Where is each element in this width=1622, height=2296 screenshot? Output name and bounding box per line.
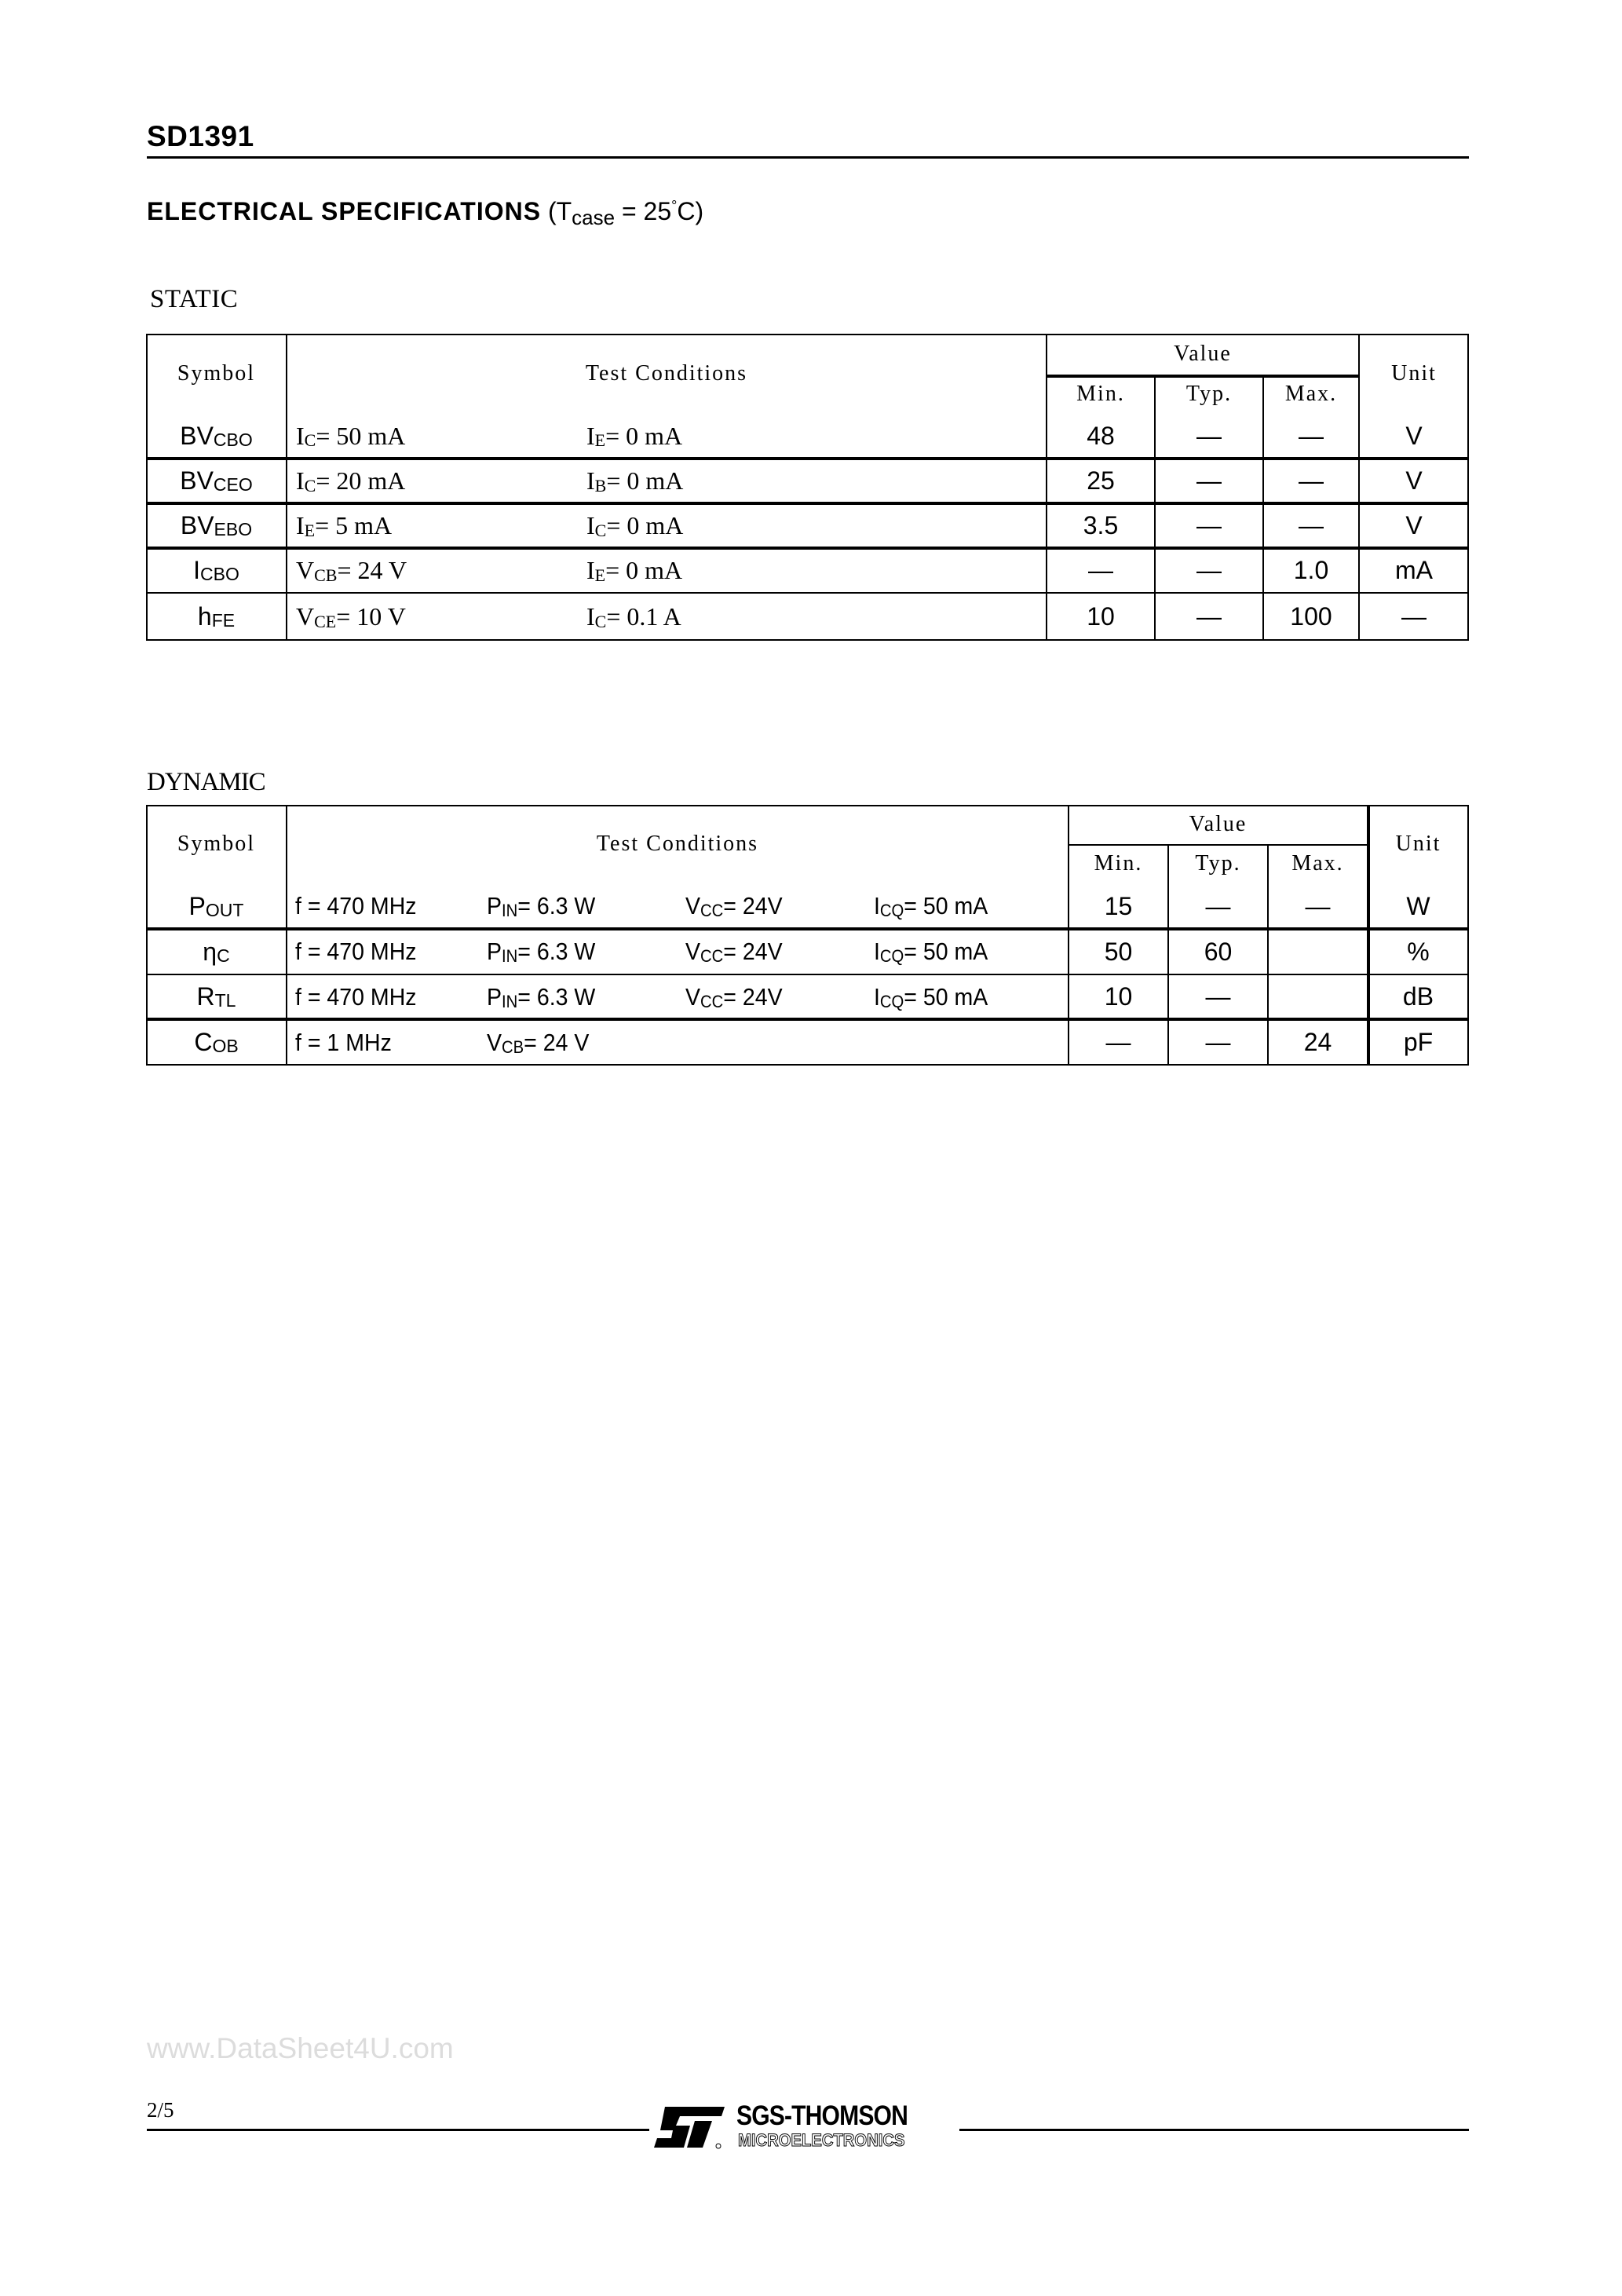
typ-value: — xyxy=(1196,556,1222,584)
condition-subscript: IN xyxy=(502,946,518,966)
brand-subtitle: MICROELECTRONICS xyxy=(738,2130,905,2150)
footer-rule-right xyxy=(959,2129,1469,2131)
test-condition-1 xyxy=(296,413,405,459)
condition-subscript: C xyxy=(594,611,607,631)
test-condition-4 xyxy=(874,929,988,974)
test-condition-1 xyxy=(296,593,406,641)
symbol-main: η xyxy=(203,937,217,966)
unit-value: pF xyxy=(1403,1028,1434,1056)
min-value: 48 xyxy=(1087,421,1115,450)
condition-subscript: CB xyxy=(502,1036,524,1057)
condition-subscript: E xyxy=(594,565,606,585)
max-value: 100 xyxy=(1290,602,1332,631)
condition-text: V xyxy=(296,602,315,631)
symbol-main: BV xyxy=(180,466,214,495)
condition-text: = 24V xyxy=(723,982,783,1011)
condition-mid: = 25 xyxy=(615,197,672,225)
symbol-main: I xyxy=(193,556,201,584)
test-condition-4 xyxy=(874,974,988,1019)
condition-text: I xyxy=(586,466,595,495)
section-title xyxy=(147,196,704,229)
test-condition-frequency xyxy=(295,1019,392,1066)
condition-text: f = 470 MHz xyxy=(295,938,417,965)
header-test-conditions: Test Conditions xyxy=(596,832,759,856)
symbol-cell xyxy=(146,1019,287,1066)
condition-text: = 50 mA xyxy=(904,938,988,965)
condition-text: P xyxy=(487,892,502,919)
max-value: — xyxy=(1299,511,1324,539)
page-number: 2/5 xyxy=(147,2098,174,2122)
symbol-main: BV xyxy=(180,511,214,539)
symbol-cell xyxy=(146,974,287,1019)
max-value: — xyxy=(1299,421,1324,450)
test-condition-2 xyxy=(586,413,682,459)
symbol-subscript: OB xyxy=(212,1036,239,1056)
section-condition xyxy=(547,197,704,229)
test-condition-2 xyxy=(586,593,681,641)
symbol-cell xyxy=(146,929,287,974)
test-condition-4 xyxy=(874,883,988,929)
max-value xyxy=(1268,974,1368,1019)
typ-value: — xyxy=(1196,602,1222,631)
condition-subscript: CC xyxy=(700,991,724,1011)
condition-text: V xyxy=(685,982,701,1011)
min-value: 10 xyxy=(1087,602,1115,631)
symbol-main: C xyxy=(194,1028,213,1056)
condition-subscript: IN xyxy=(502,901,518,920)
condition-text: = 5 mA xyxy=(315,511,393,539)
unit-value: — xyxy=(1401,602,1427,631)
symbol-main: h xyxy=(197,602,212,631)
header-unit: Unit xyxy=(1395,832,1441,856)
symbol-cell xyxy=(146,593,287,641)
symbol-main: P xyxy=(188,891,206,920)
test-condition-2 xyxy=(586,548,682,593)
condition-text: I xyxy=(874,892,880,919)
condition-subscript: IN xyxy=(502,991,518,1011)
symbol-cell xyxy=(146,883,287,929)
condition-text: I xyxy=(296,466,305,495)
test-condition-1 xyxy=(296,459,405,503)
test-condition-3 xyxy=(685,929,783,974)
header-symbol: Symbol xyxy=(177,832,256,856)
condition-subscript: E xyxy=(594,430,606,450)
typ-value: — xyxy=(1205,982,1231,1011)
condition-text: = 6.3 W xyxy=(517,982,596,1011)
min-value: 50 xyxy=(1104,937,1133,966)
condition-text: = 24V xyxy=(723,892,783,919)
unit-value: V xyxy=(1405,421,1423,450)
condition-sub: case xyxy=(572,206,616,229)
min-value: 15 xyxy=(1104,891,1133,920)
header-value: Value xyxy=(1189,812,1248,836)
condition-text: = 0 mA xyxy=(606,511,684,539)
condition-text: = 50 mA xyxy=(316,421,406,450)
header-max: Max. xyxy=(1291,851,1344,876)
test-condition-frequency xyxy=(295,883,417,929)
max-value: — xyxy=(1305,891,1331,920)
unit-value: dB xyxy=(1402,982,1434,1011)
symbol-subscript: OUT xyxy=(205,899,244,920)
condition-text: = 10 V xyxy=(336,602,406,631)
condition-text: = 6.3 W xyxy=(517,892,596,919)
header-min: Min. xyxy=(1094,851,1143,876)
test-condition-frequency xyxy=(295,929,417,974)
header-value: Value xyxy=(1174,342,1232,366)
min-value: 10 xyxy=(1104,982,1133,1011)
typ-value: — xyxy=(1196,421,1222,450)
condition-subscript: CQ xyxy=(879,946,904,966)
symbol-subscript: EBO xyxy=(214,519,253,539)
condition-subscript: CQ xyxy=(879,991,904,1011)
condition-close: C) xyxy=(677,197,704,225)
min-value: — xyxy=(1088,556,1113,584)
typ-value: 60 xyxy=(1204,937,1233,966)
max-value: 1.0 xyxy=(1293,556,1329,584)
header-test-conditions: Test Conditions xyxy=(585,360,748,386)
unit-value: V xyxy=(1405,511,1423,539)
condition-text: P xyxy=(487,938,502,965)
test-condition-3 xyxy=(685,883,783,929)
typ-value: — xyxy=(1196,511,1222,539)
unit-value: mA xyxy=(1395,556,1433,584)
condition-subscript: C xyxy=(304,475,316,495)
degree-symbol: ° xyxy=(671,198,678,214)
condition-open: (T xyxy=(547,197,572,225)
condition-text: V xyxy=(296,556,315,584)
header-typ: Typ. xyxy=(1195,851,1241,876)
test-condition-2 xyxy=(586,459,683,503)
watermark-link[interactable]: www.DataSheet4U.com xyxy=(147,2032,454,2064)
condition-subscript: C xyxy=(304,430,316,450)
min-value: 3.5 xyxy=(1083,511,1119,539)
condition-text: f = 470 MHz xyxy=(295,892,417,919)
condition-subscript: CE xyxy=(314,611,337,631)
typ-value: — xyxy=(1205,1028,1231,1056)
condition-subscript: E xyxy=(304,520,316,540)
header-unit: Unit xyxy=(1391,360,1437,386)
unit-value: W xyxy=(1406,891,1430,920)
typ-value: — xyxy=(1196,466,1222,495)
condition-text: = 20 mA xyxy=(316,466,406,495)
condition-subscript: CC xyxy=(700,901,724,920)
header-min: Min. xyxy=(1076,381,1125,406)
condition-text: = 24V xyxy=(723,938,783,965)
symbol-cell xyxy=(146,503,287,548)
max-value xyxy=(1268,929,1368,974)
min-value: — xyxy=(1105,1028,1131,1056)
header-rule xyxy=(147,156,1469,159)
condition-text: = 24 V xyxy=(337,556,407,584)
condition-text: V xyxy=(487,1028,502,1056)
condition-text: V xyxy=(685,892,701,919)
symbol-cell xyxy=(146,548,287,593)
brand-name: SGS-THOMSON xyxy=(736,2100,908,2131)
max-value: — xyxy=(1299,466,1324,495)
condition-text: f = 470 MHz xyxy=(295,982,417,1011)
static-section-label: STATIC xyxy=(150,285,239,313)
section-title-text: ELECTRICAL SPECIFICATIONS xyxy=(147,197,542,225)
condition-text: I xyxy=(586,556,595,584)
max-value: 24 xyxy=(1303,1028,1332,1056)
min-value: 25 xyxy=(1087,466,1115,495)
condition-text: I xyxy=(296,511,305,539)
symbol-subscript: CBO xyxy=(200,564,239,584)
symbol-cell xyxy=(146,459,287,503)
test-condition-2 xyxy=(487,929,595,974)
condition-subscript: C xyxy=(594,520,607,540)
condition-subscript: CB xyxy=(314,565,338,585)
symbol-subscript: FE xyxy=(211,610,236,631)
part-number-title: SD1391 xyxy=(147,120,254,152)
test-condition-2 xyxy=(487,974,595,1019)
condition-text: P xyxy=(487,982,502,1011)
condition-text: V xyxy=(685,938,701,965)
condition-subscript: CQ xyxy=(879,901,904,920)
test-condition-frequency xyxy=(295,974,417,1019)
header-max: Max. xyxy=(1284,381,1338,406)
condition-text: = 6.3 W xyxy=(517,938,596,965)
test-condition-2 xyxy=(487,883,595,929)
header-symbol: Symbol xyxy=(177,360,256,386)
test-condition-2 xyxy=(487,1019,589,1066)
condition-subscript: B xyxy=(594,475,607,495)
condition-text: = 0.1 A xyxy=(606,602,681,631)
condition-text: I xyxy=(586,511,595,539)
unit-value: V xyxy=(1405,466,1423,495)
typ-value: — xyxy=(1205,891,1231,920)
condition-text: I xyxy=(586,602,595,631)
symbol-main: R xyxy=(196,982,215,1011)
condition-text: = 50 mA xyxy=(904,982,988,1011)
condition-text: = 0 mA xyxy=(605,421,683,450)
symbol-main: BV xyxy=(180,421,214,450)
condition-text: f = 1 MHz xyxy=(295,1028,392,1056)
dynamic-section-label: DYNAMIC xyxy=(147,768,265,796)
symbol-subscript: CBO xyxy=(213,429,253,450)
condition-text: = 24 V xyxy=(524,1028,590,1056)
condition-text: I xyxy=(296,421,305,450)
symbol-subscript: TL xyxy=(214,990,236,1011)
condition-text: I xyxy=(874,982,880,1011)
test-condition-1 xyxy=(296,548,407,593)
header-typ: Typ. xyxy=(1185,381,1233,406)
symbol-subscript: CEO xyxy=(213,474,253,495)
st-logo-icon xyxy=(654,2107,725,2151)
condition-text: = 50 mA xyxy=(904,892,988,919)
condition-text: I xyxy=(874,938,880,965)
condition-text: = 0 mA xyxy=(605,556,683,584)
condition-text: I xyxy=(586,421,595,450)
test-condition-2 xyxy=(586,503,683,548)
condition-text: = 0 mA xyxy=(606,466,684,495)
symbol-cell xyxy=(146,413,287,459)
test-condition-1 xyxy=(296,503,392,548)
unit-value: % xyxy=(1407,937,1430,966)
footer-rule-left xyxy=(147,2129,649,2131)
test-condition-3 xyxy=(685,974,783,1019)
symbol-subscript: C xyxy=(217,945,230,966)
condition-subscript: CC xyxy=(700,946,724,966)
